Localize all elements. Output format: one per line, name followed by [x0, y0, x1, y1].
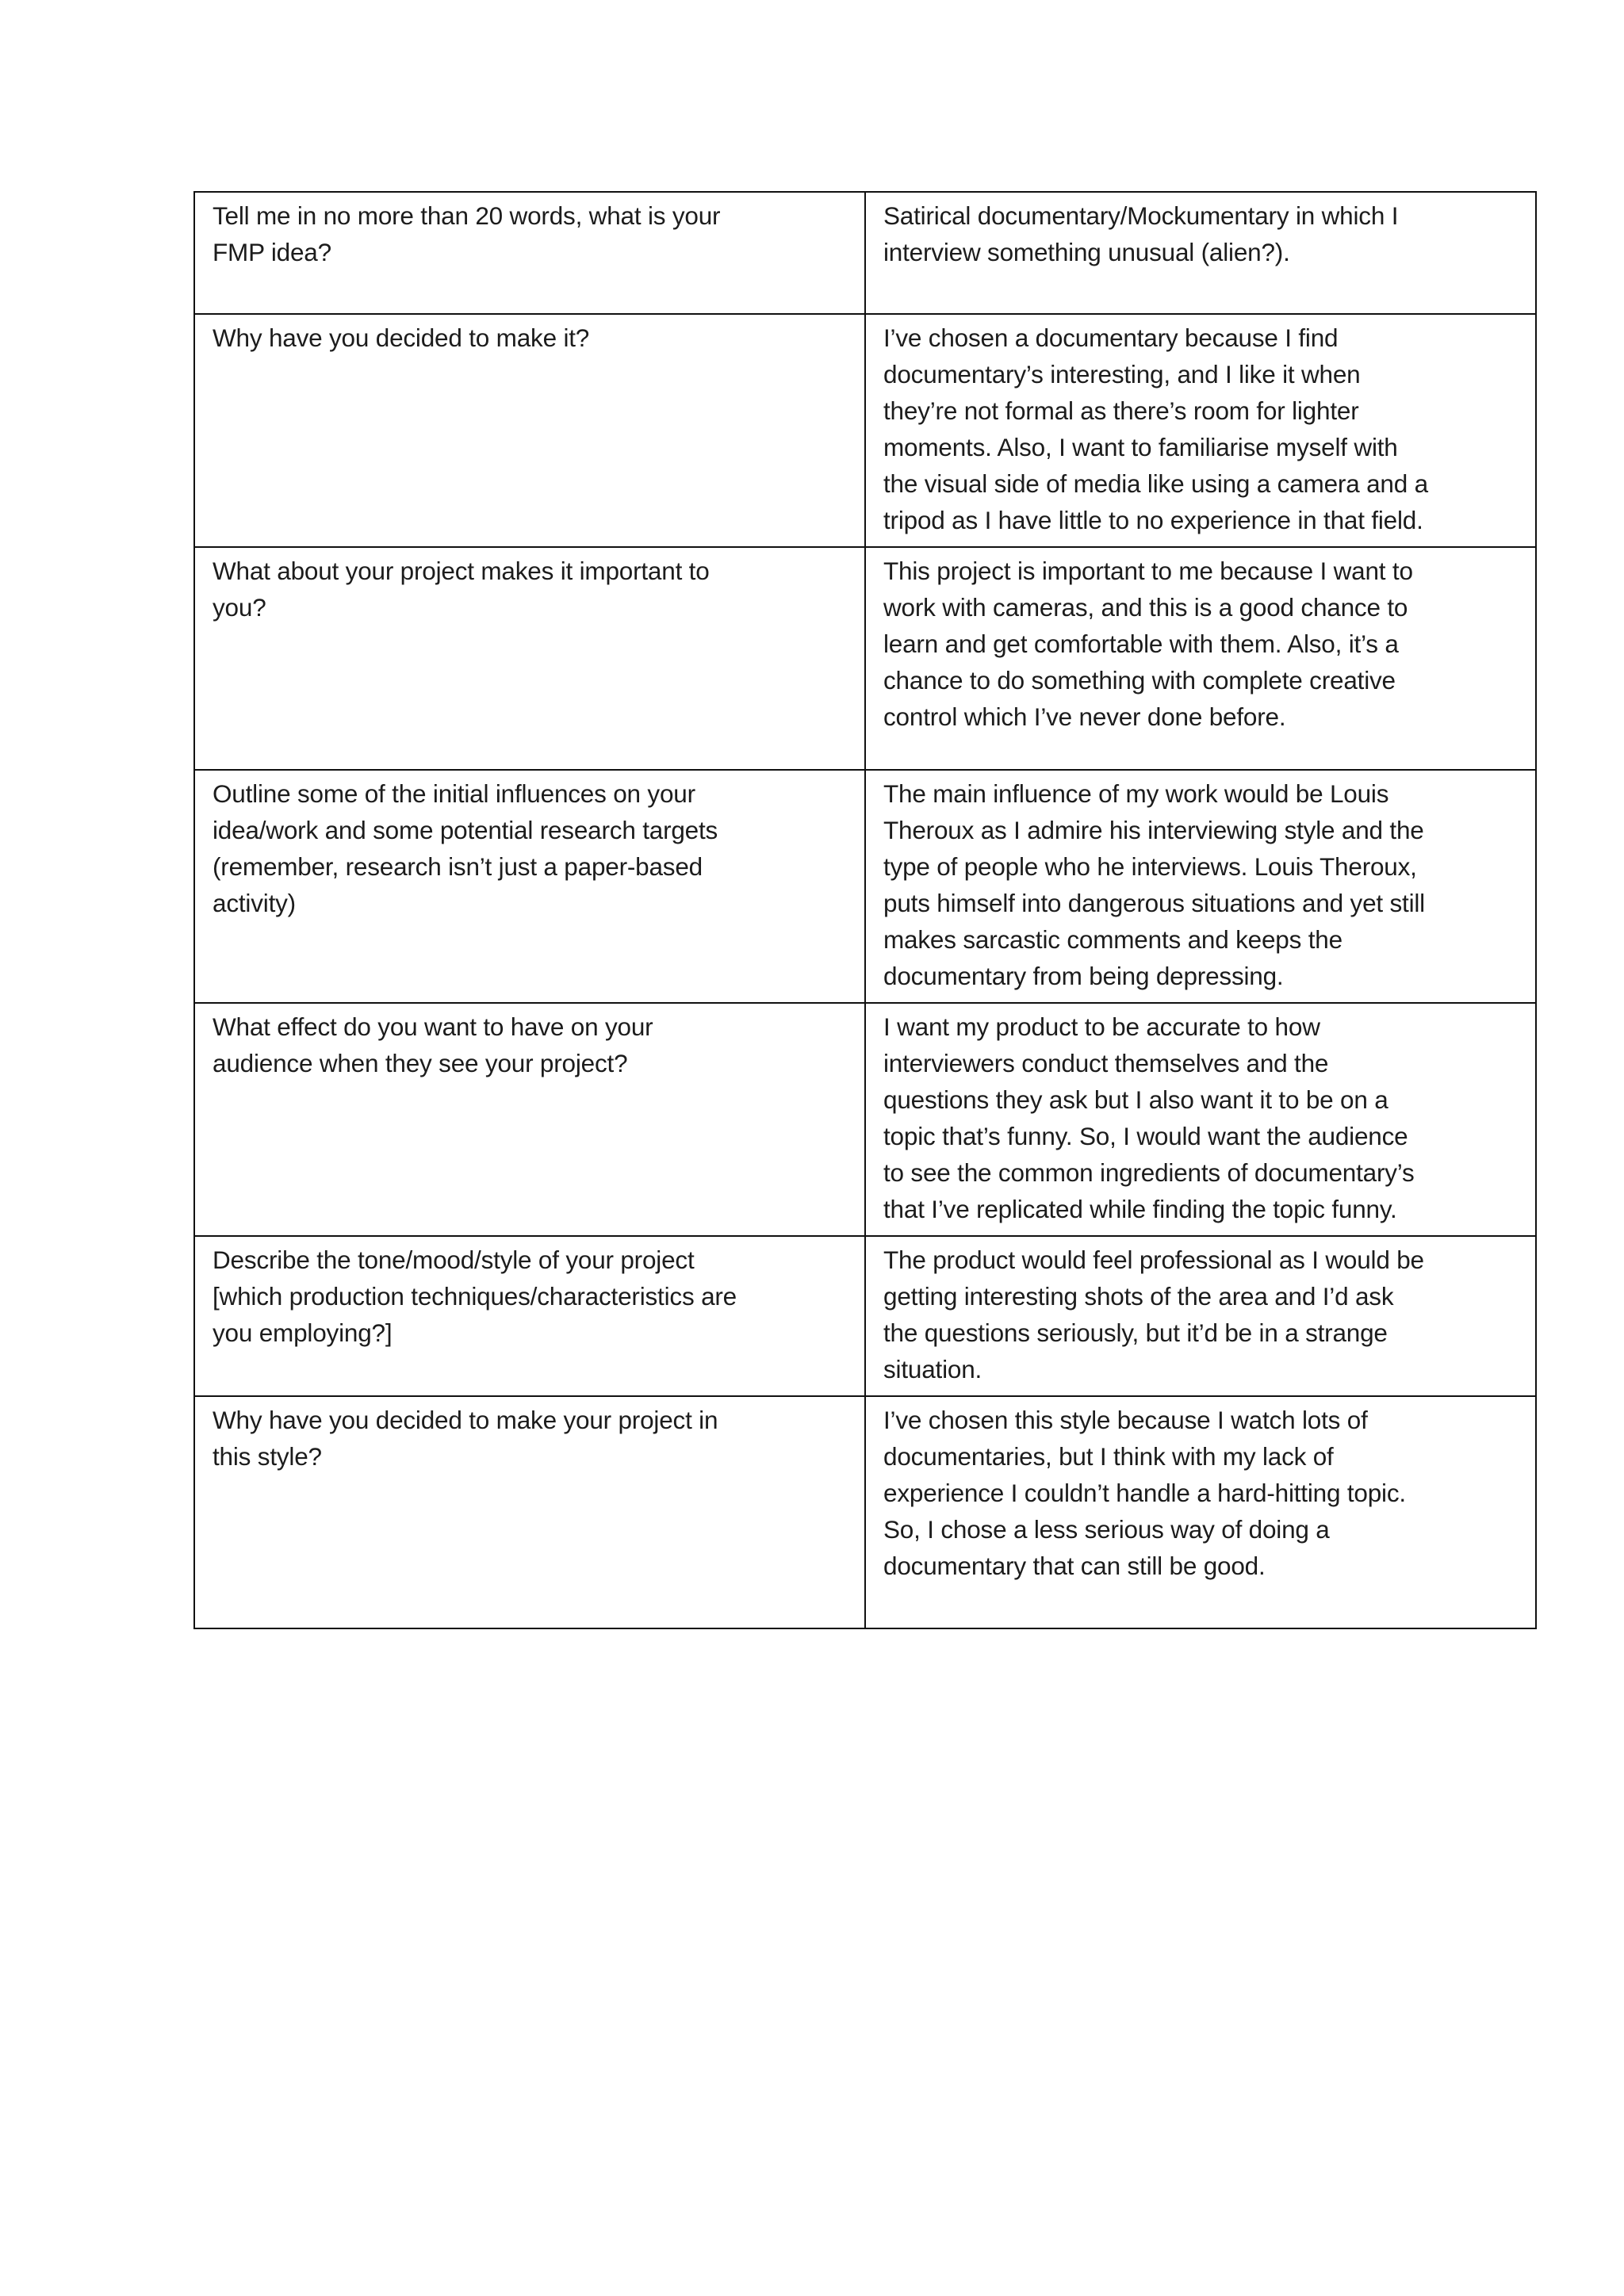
answer-cell: The product would feel professional as I would be getting interesting shots of the area and I’d ask the questions seriously, but it’d be in a strange situation.	[865, 1236, 1536, 1396]
answer-cell: The main influence of my work would be Louis Theroux as I admire his interviewing style and the type of people who he interviews. Louis Theroux, puts himself into dangerous situations and yet still makes sarcastic comments and keeps the documentary from being depressing.	[865, 770, 1536, 1003]
table-row	[194, 547, 1536, 770]
question-cell: What effect do you want to have on your audience when they see your project?	[194, 1003, 865, 1236]
answer-cell: Satirical documentary/Mockumentary in which I interview something unusual (alien?).	[865, 192, 1536, 314]
answer-cell: I’ve chosen a documentary because I find documentary’s interesting, and I like it when they’re not formal as there’s room for lighter moments. Also, I want to familiarise myself with the visual side of media like using a camera and a tripod as I have little to no experience in that field.	[865, 314, 1536, 547]
question-cell: Describe the tone/mood/style of your project [which production techniques/characteristics are you employing?]	[194, 1236, 865, 1396]
table-row	[194, 1003, 1536, 1236]
table-row	[194, 1396, 1536, 1628]
table-row	[194, 770, 1536, 1003]
table-row	[194, 314, 1536, 547]
question-cell: What about your project makes it important to you?	[194, 547, 865, 770]
question-cell: Why have you decided to make it?	[194, 314, 865, 547]
question-cell: Outline some of the initial influences on your idea/work and some potential research targets (remember, research isn’t just a paper-based activity)	[194, 770, 865, 1003]
question-cell: Why have you decided to make your project in this style?	[194, 1396, 865, 1628]
table-row	[194, 1236, 1536, 1396]
answer-cell: I want my product to be accurate to how interviewers conduct themselves and the questions they ask but I also want it to be on a topic that’s funny. So, I would want the audience to see the common ingredients of documentary’s that I’ve replicated while finding the topic funny.	[865, 1003, 1536, 1236]
fmp-proposal-table	[193, 191, 1537, 1629]
answer-cell: This project is important to me because I want to work with cameras, and this is a good chance to learn and get comfortable with them. Also, it’s a chance to do something with complete creative control which I’ve never done before.	[865, 547, 1536, 770]
question-cell: Tell me in no more than 20 words, what is your FMP idea?	[194, 192, 865, 314]
table-row	[194, 192, 1536, 314]
answer-cell: I’ve chosen this style because I watch lots of documentaries, but I think with my lack of experience I couldn’t handle a hard-hitting topic. So, I chose a less serious way of doing a documentary that can still be good.	[865, 1396, 1536, 1628]
